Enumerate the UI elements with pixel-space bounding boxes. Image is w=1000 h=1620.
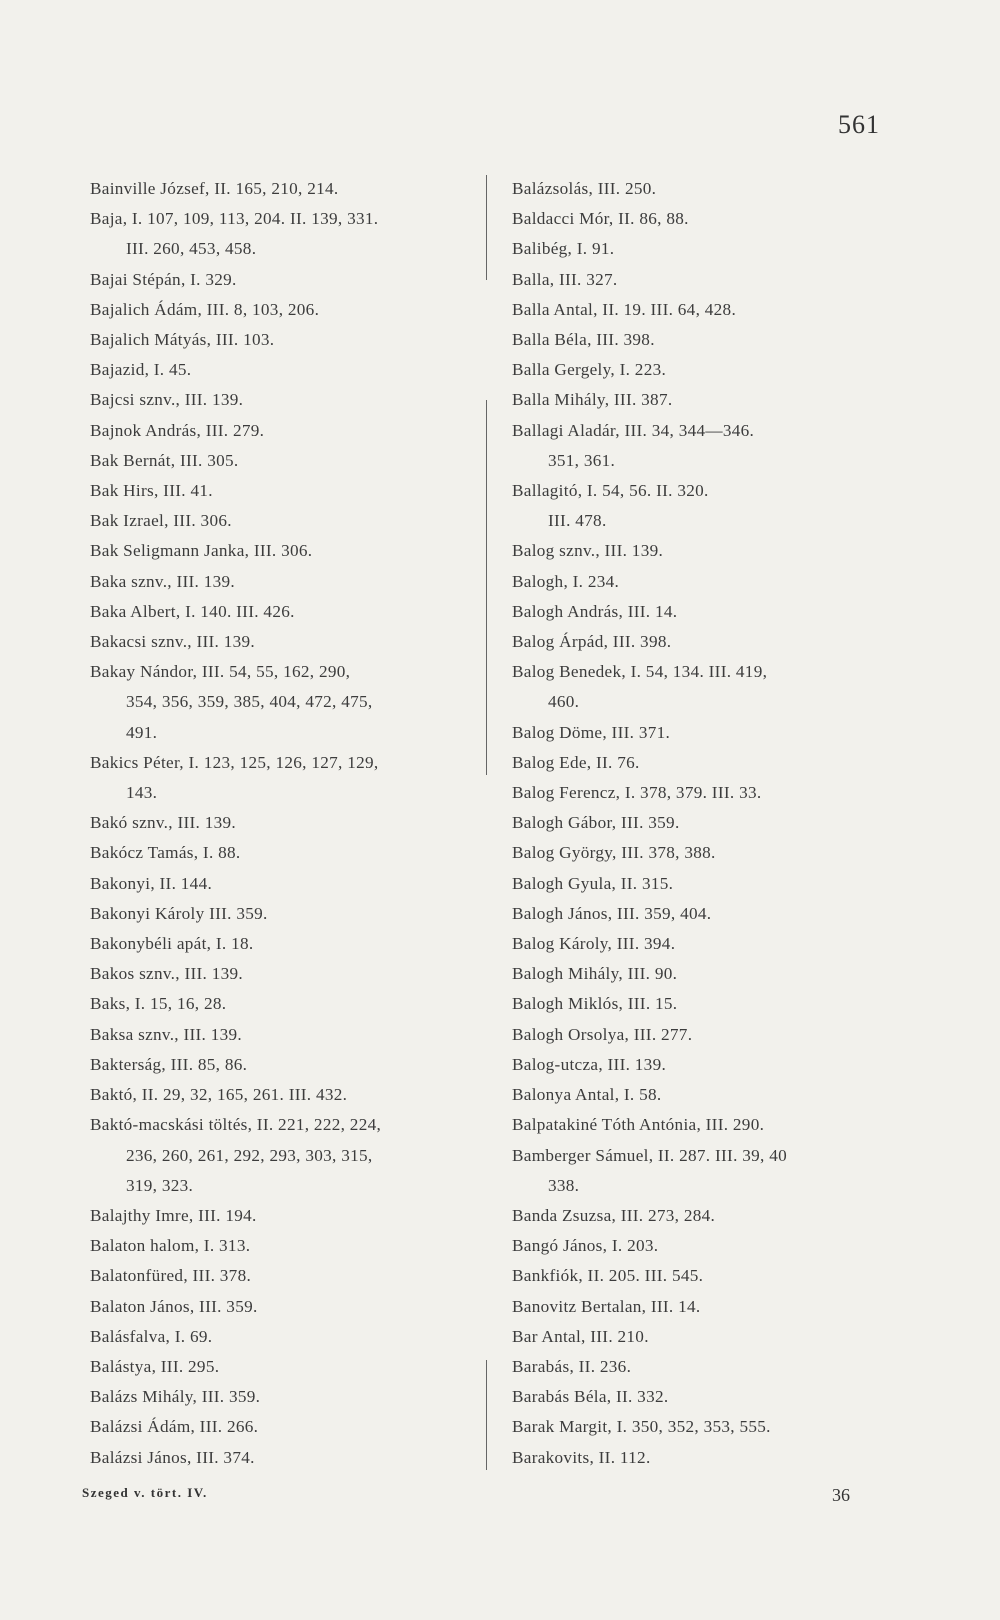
index-entry-continuation: 460. [548, 692, 580, 712]
index-entry: Bajalich Mátyás, III. 103. [90, 330, 275, 350]
index-entry: Bamberger Sámuel, II. 287. III. 39, 40 [512, 1145, 788, 1165]
index-entry: Balog-utcza, III. 139. [512, 1054, 667, 1074]
index-entry: Balla Gergely, I. 223. [512, 360, 667, 380]
index-entry: Banovitz Bertalan, III. 14. [512, 1296, 701, 1316]
column-divider [486, 175, 487, 280]
index-entry: Balogh Orsolya, III. 277. [512, 1024, 693, 1044]
column-divider [486, 1360, 487, 1470]
index-entry: Bakterság, III. 85, 86. [90, 1054, 248, 1074]
index-entry: Balog Ferencz, I. 378, 379. III. 33. [512, 783, 762, 803]
index-entry: Baks, I. 15, 16, 28. [90, 994, 227, 1014]
index-entry: Bakay Nándor, III. 54, 55, 162, 290, [90, 662, 351, 682]
index-entry: Bajalich Ádám, III. 8, 103, 206. [90, 299, 320, 319]
index-entry: Balog Döme, III. 371. [512, 722, 671, 742]
index-entry: Bakos sznv., III. 139. [90, 964, 243, 984]
index-entry: Bak Seligmann Janka, III. 306. [90, 541, 313, 561]
index-entry: Bajnok András, III. 279. [90, 420, 265, 440]
index-entry: Balog Ede, II. 76. [512, 752, 640, 772]
index-entry: Bakócz Tamás, I. 88. [90, 843, 241, 863]
index-entry: Ballagitó, I. 54, 56. II. 320. [512, 481, 709, 501]
column-divider [486, 400, 487, 775]
index-entry: Baldacci Mór, II. 86, 88. [512, 209, 689, 229]
index-entry: Bainville József, II. 165, 210, 214. [90, 179, 339, 198]
index-entry: Balástya, III. 295. [90, 1356, 220, 1376]
index-entry: Balaton halom, I. 313. [90, 1236, 251, 1256]
index-entry: Balogh, I. 234. [512, 571, 620, 591]
index-entry: Balog Károly, III. 394. [512, 934, 676, 954]
footer-sheet-number: 36 [832, 1485, 850, 1505]
index-entry: Bakonyi Károly III. 359. [90, 903, 268, 923]
index-entry: Bak Hirs, III. 41. [90, 481, 213, 501]
index-entry: Balogh Gyula, II. 315. [512, 873, 674, 893]
index-entry: Bajazid, I. 45. [90, 360, 192, 380]
index-entry-continuation: 338. [548, 1175, 580, 1195]
index-entry: Baktó, II. 29, 32, 165, 261. III. 432. [90, 1085, 348, 1105]
index-entry: Balázsi János, III. 374. [90, 1447, 255, 1467]
index-entry: Bakonybéli apát, I. 18. [90, 934, 254, 954]
index-entry: Balásfalva, I. 69. [90, 1326, 213, 1346]
index-entry: Baja, I. 107, 109, 113, 204. II. 139, 331. [90, 209, 379, 229]
index-entry: Bakacsi sznv., III. 139. [90, 632, 256, 652]
index-column-left [90, 174, 470, 1473]
index-entry: Balog György, III. 378, 388. [512, 843, 716, 863]
index-entry: Bangó János, I. 203. [512, 1236, 659, 1256]
index-entry: Balatonfüred, III. 378. [90, 1266, 252, 1286]
index-entry: Baka Albert, I. 140. III. 426. [90, 601, 295, 621]
index-entry: Baksa sznv., III. 139. [90, 1024, 243, 1044]
index-entry: Baktó-macskási töltés, II. 221, 222, 224, [90, 1115, 382, 1135]
index-entry: Barabás Béla, II. 332. [512, 1387, 669, 1407]
index-entry: Barabás, II. 236. [512, 1356, 632, 1376]
index-column-right [512, 174, 902, 1473]
index-entry: Balázsi Ádám, III. 266. [90, 1417, 259, 1437]
index-entry: Balogh Mihály, III. 90. [512, 964, 678, 984]
index-entry: Bar Antal, III. 210. [512, 1326, 649, 1346]
index-entry: Balajthy Imre, III. 194. [90, 1205, 257, 1225]
index-entry: Balla Antal, II. 19. III. 64, 428. [512, 299, 737, 319]
index-entry-continuation: 491. [126, 722, 158, 742]
index-entry: Balogh András, III. 14. [512, 601, 678, 621]
index-entry: Bak Izrael, III. 306. [90, 511, 232, 531]
index-entry: Balog Benedek, I. 54, 134. III. 419, [512, 662, 768, 682]
index-entry: Baka sznv., III. 139. [90, 571, 236, 591]
index-entry: Bakó sznv., III. 139. [90, 813, 236, 833]
index-entry-continuation: 354, 356, 359, 385, 404, 472, 475, [126, 692, 373, 712]
index-entry: Ballagi Aladár, III. 34, 344—346. [512, 420, 755, 440]
index-entry: Balibég, I. 91. [512, 239, 615, 259]
index-entry: Barak Margit, I. 350, 352, 353, 555. [512, 1417, 771, 1437]
index-entry: Bak Bernát, III. 305. [90, 450, 239, 470]
index-entry: Balla Mihály, III. 387. [512, 390, 673, 410]
index-entry: Bajcsi sznv., III. 139. [90, 390, 244, 410]
index-entry: Balogh Miklós, III. 15. [512, 994, 678, 1014]
index-entry: Balázs Mihály, III. 359. [90, 1387, 261, 1407]
index-entry: Balaton János, III. 359. [90, 1296, 258, 1316]
index-entry: Bankfiók, II. 205. III. 545. [512, 1266, 704, 1286]
page-number: 561 [838, 110, 880, 139]
index-entry: Banda Zsuzsa, III. 273, 284. [512, 1205, 716, 1225]
index-entry: Balla Béla, III. 398. [512, 330, 655, 350]
index-entry: Bakics Péter, I. 123, 125, 126, 127, 129, [90, 752, 379, 772]
index-entry: Balog sznv., III. 139. [512, 541, 664, 561]
index-entry-continuation: III. 260, 453, 458. [126, 239, 257, 259]
index-entry: Balázsolás, III. 250. [512, 179, 657, 198]
index-entry: Balla, III. 327. [512, 269, 618, 289]
index-entry: Balpatakiné Tóth Antónia, III. 290. [512, 1115, 765, 1135]
index-entry: Balonya Antal, I. 58. [512, 1085, 662, 1105]
index-entry: Balogh Gábor, III. 359. [512, 813, 680, 833]
index-entry: Balog Árpád, III. 398. [512, 632, 672, 652]
index-entry: Bakonyi, II. 144. [90, 873, 213, 893]
index-entry-continuation: 351, 361. [548, 450, 616, 470]
index-entry: Bajai Stépán, I. 329. [90, 269, 237, 289]
index-entry-continuation: 143. [126, 783, 158, 803]
index-entry: Barakovits, II. 112. [512, 1447, 651, 1467]
footer-signature: Szeged v. tört. IV. [82, 1485, 208, 1500]
index-entry-continuation: 236, 260, 261, 292, 293, 303, 315, [126, 1145, 373, 1165]
index-entry-continuation: 319, 323. [126, 1175, 194, 1195]
index-entry-continuation: III. 478. [548, 511, 607, 531]
index-entry: Balogh János, III. 359, 404. [512, 903, 712, 923]
